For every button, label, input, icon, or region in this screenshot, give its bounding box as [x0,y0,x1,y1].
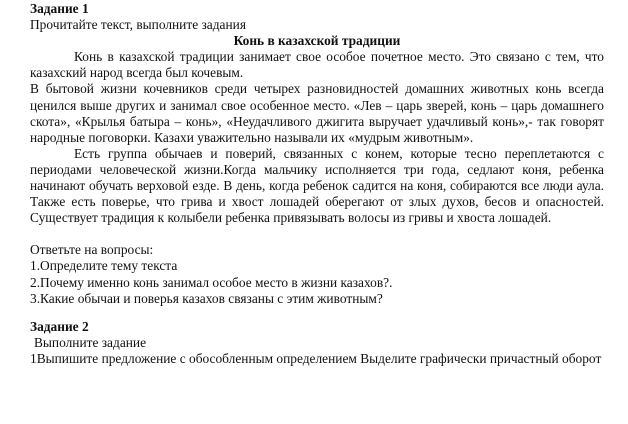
task-2-item: 1Выпишите предложение с обособленным определением Выделите графически причастный оборот [30,350,602,366]
question-3: 3.Какие обычаи и поверья казахов связаны с этим животным? [30,290,383,306]
spacer [30,307,604,319]
spacer [30,226,604,242]
task-1-title: Задание 1 [30,1,89,16]
task-1-section [30,1,604,307]
task-2-title: Задание 2 [30,318,89,334]
task-1-instruction: Прочитайте текст, выполните задания [30,17,246,33]
questions-intro: Ответьте на вопросы: [30,242,154,258]
paragraph-3: Есть группа обычаев и поверий, связанных с конем, которые тесно переплетаются с периодами человеческой жизни.Когда мальчику исполняется три года, седлают коня, ребенка начинают обучать верховой езде. В день, когда ребенок садится на коня, собираются все люди аула. Также есть поверье, что грива и хвост лошадей оберегают от злых духов, бесов и опасностей. Существует традиция к колыбели ребенка привязывать волосы из гривы и хвоста лошадей. [30,145,604,226]
question-2: 2.Почему именно конь занимал особое место в жизни казахов?. [30,274,393,290]
question-1: 1.Определите тему текста [30,258,178,274]
task-2-section [30,319,604,367]
paragraph-1: Конь в казахской традиции занимает свое особое почетное место. Это связано с тем, что казахский народ всегда был кочевым. [30,49,604,81]
text-title: Конь в казахской традиции [233,33,401,49]
task-2-instruction: Выполните задание [34,334,147,350]
paragraph-2: В бытовой жизни кочевников среди четырех разновидностей домашних животных конь всегда ценился выше других и занимал свое особенное место. «Лев – царь зверей, конь – царь домашнего скота», «Крылья батыра – конь», «Неудачливого джигита выручает удачливый конь»,- так говорят народные поговорки. Казахи уважительно называли их «мудрым животным». [30,81,604,145]
